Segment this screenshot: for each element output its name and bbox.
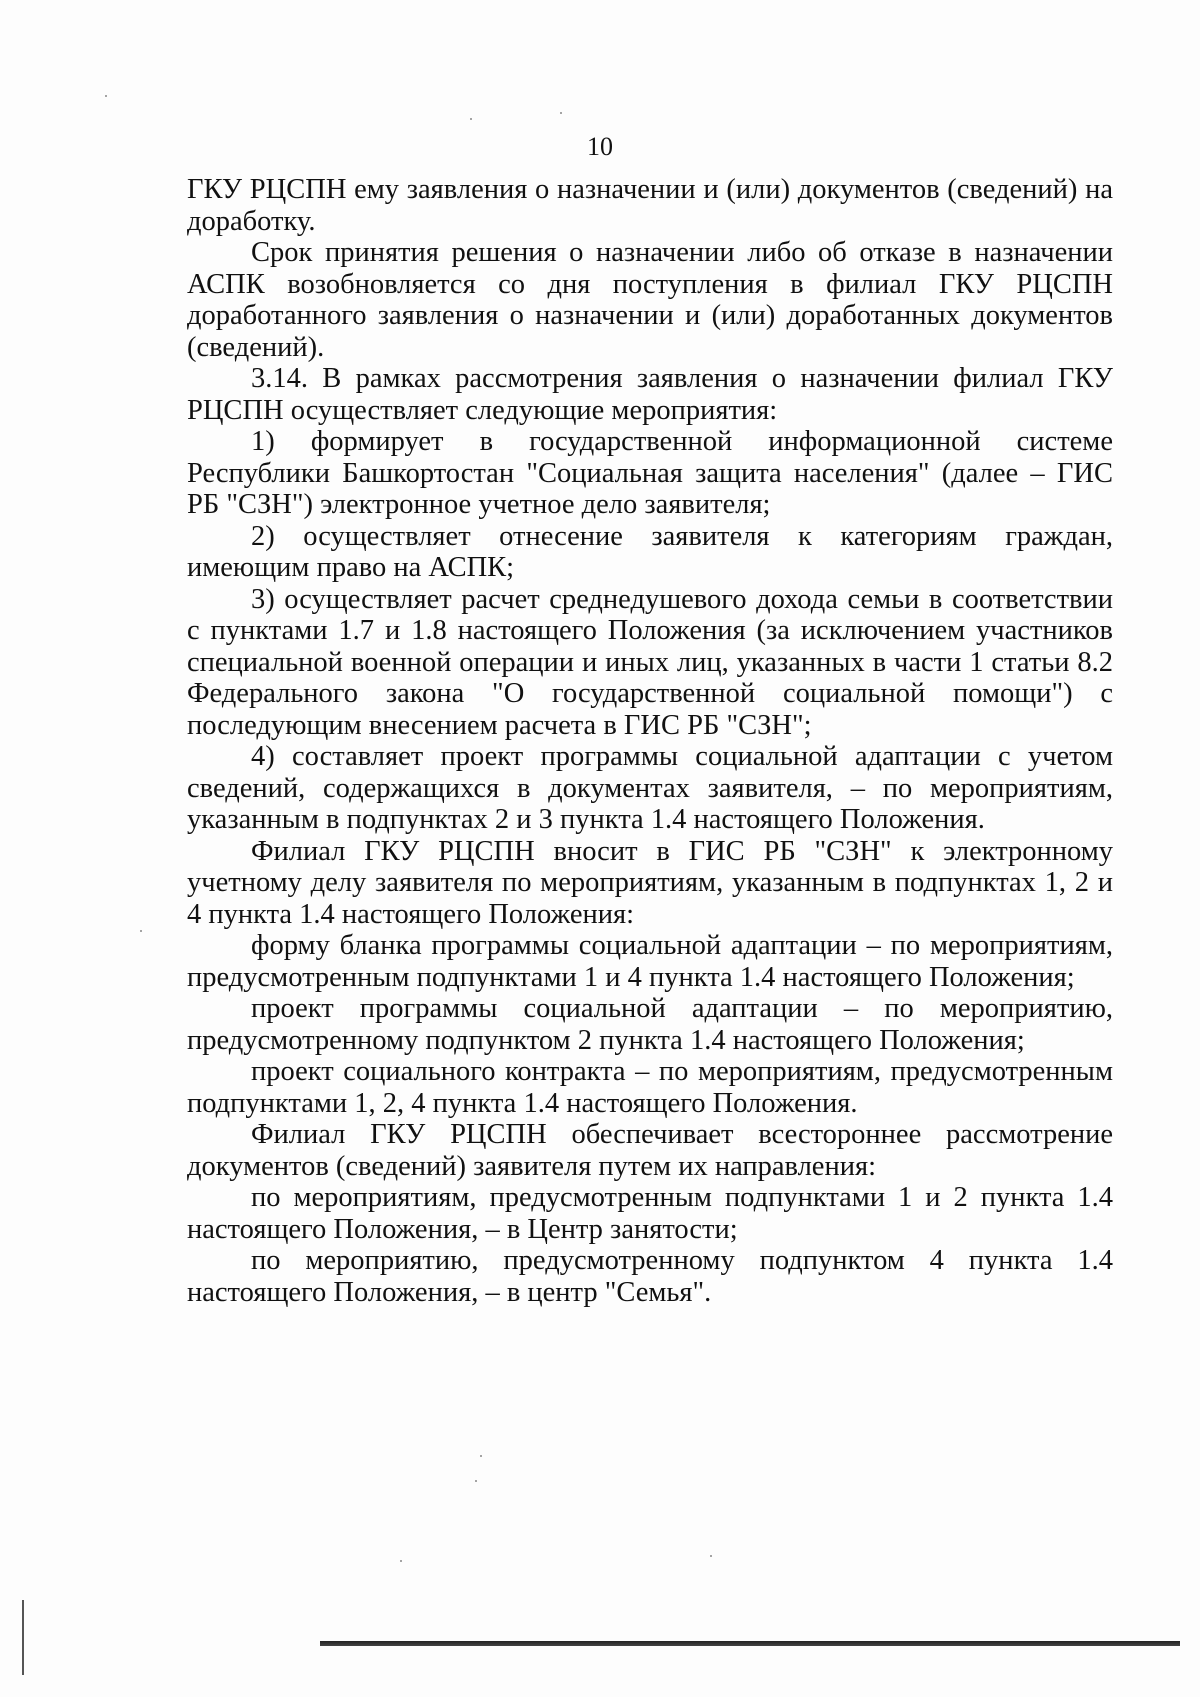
scan-speck (400, 1560, 402, 1562)
list-item-1: 1) формирует в государственной информационной системе Республики Башкортостан "Социальная защита населения" (далее – ГИС РБ "СЗН") электронное учетное дело заявителя; (187, 426, 1113, 520)
list-item-3: 3) осуществляет расчет среднедушевого дохода семьи в соответствии с пунктами 1.7 и 1.8 настоящего Положения (за исключением участников специальной военной операции и иных лиц, указанных в части 1 статьи 8.2 Федерального закона "О государственной социальной помощи") с последующим внесением расчета в ГИС РБ "СЗН"; (187, 583, 1113, 741)
scan-edge-bottom (320, 1641, 1180, 1646)
list-item-2: 2) осуществляет отнесение заявителя к категориям граждан, имеющим право на АСПК; (187, 520, 1113, 583)
entry-form-blank: форму бланка программы социальной адаптации – по мероприятиям, предусмотренным подпунктами 1 и 4 пункта 1.4 настоящего Положения; (187, 930, 1113, 993)
list-item-4: 4) составляет проект программы социальной адаптации с учетом сведений, содержащихся в документах заявителя, – по мероприятиям, указанным в подпунктах 2 и 3 пункта 1.4 настоящего Положения. (187, 741, 1113, 835)
entry-contract-draft: проект социального контракта – по мероприятиям, предусмотренным подпунктами 1, 2, 4 пункта 1.4 настоящего Положения. (187, 1056, 1113, 1119)
paragraph-document-review: Филиал ГКУ РЦСПН обеспечивает всестороннее рассмотрение документов (сведений) заявителя путем их направления: (187, 1119, 1113, 1182)
scan-speck (140, 930, 142, 932)
scan-speck (470, 118, 472, 120)
paragraph-section-3-14: 3.14. В рамках рассмотрения заявления о назначении филиал ГКУ РЦСПН осуществляет следующие мероприятия: (187, 363, 1113, 426)
paragraph-decision-term: Срок принятия решения о назначении либо об отказе в назначении АСПК возобновляется со дня поступления в филиал ГКУ РЦСПН доработанного заявления о назначении и (или) доработанных документов (сведений). (187, 237, 1113, 363)
document-body (187, 174, 1113, 1308)
page-number: 10 (587, 132, 613, 161)
paragraph-gis-entries: Филиал ГКУ РЦСПН вносит в ГИС РБ "СЗН" к электронному учетному делу заявителя по мероприятиям, указанным в подпунктах 1, 2 и 4 пункта 1.4 настоящего Положения: (187, 835, 1113, 930)
scan-edge-left (22, 1600, 24, 1675)
scan-speck (475, 1480, 477, 1482)
scan-speck (105, 95, 107, 97)
routing-family-center: по мероприятию, предусмотренному подпунктом 4 пункта 1.4 настоящего Положения, – в центр "Семья". (187, 1245, 1113, 1308)
scan-speck (710, 1555, 712, 1557)
paragraph-continuation: ГКУ РЦСПН ему заявления о назначении и (или) документов (сведений) на доработку. (187, 174, 1113, 237)
entry-program-draft: проект программы социальной адаптации – по мероприятию, предусмотренному подпунктом 2 пункта 1.4 настоящего Положения; (187, 993, 1113, 1056)
scan-speck (480, 1455, 482, 1457)
scan-speck (560, 112, 562, 114)
routing-employment-center: по мероприятиям, предусмотренным подпунктами 1 и 2 пункта 1.4 настоящего Положения, – в Центр занятости; (187, 1182, 1113, 1245)
